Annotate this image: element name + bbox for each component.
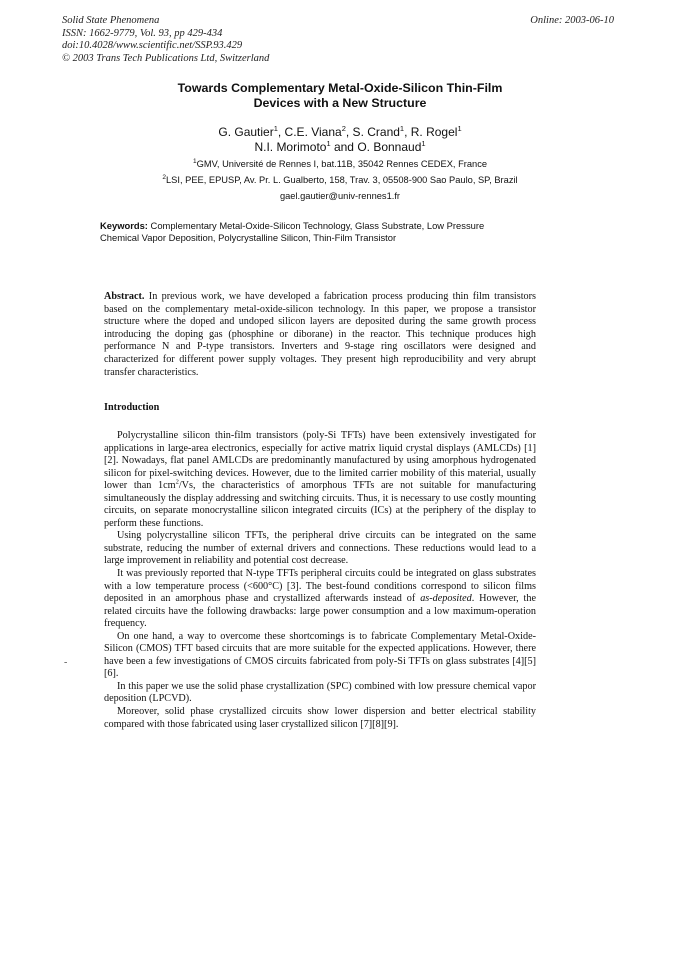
affiliation-2 <box>90 174 590 186</box>
contact-email[interactable]: gael.gautier@univ-rennes1.fr <box>279 191 401 201</box>
author-name: , C.E. Viana <box>277 125 342 139</box>
paragraph-text: Polycrystalline silicon thin-film transistors (poly-Si TFTs) have been extensively investigated for applications in large-area electronics, especially for active matrix liquid crystal displays (AMLCDs) [1][2]. Nowadays, flat panel AMLCDs are predominantly manufactured by using amorphous hydrogenated silicon for pixel-switching devices. However, due to the limited carrier mobility of this material, usually lower than 1cm <box>104 430 536 492</box>
journal-header <box>62 15 269 65</box>
affiliation-1 <box>90 158 590 170</box>
copyright-line: © 2003 Trans Tech Publications Ltd, Switzerland <box>62 52 270 64</box>
affiliation-marker: 2 <box>162 173 166 181</box>
introduction-body <box>104 430 536 731</box>
author-name: , S. Crand <box>345 125 400 139</box>
author-name: , R. Rogel <box>404 125 458 139</box>
journal-name: Solid State Phenomena <box>62 15 160 26</box>
paragraph-text: . However, the related circuits have the following drawbacks: large power consumption and a low maximum-operation frequency. <box>104 593 536 630</box>
affiliation-text: GMV, Université de Rennes I, bat.11B, 35042 Rennes CEDEX, France <box>196 159 488 169</box>
issn-line: ISSN: 1662-9779, Vol. 93, pp 429-434 <box>62 27 223 39</box>
author-list <box>100 125 580 155</box>
paragraph: In this paper we use the solid phase crystallization (SPC) combined with low pressure chemical vapor deposition (LPCVD). <box>104 680 536 705</box>
paragraph-text: It was previously reported that N-type TFTs peripheral circuits could be integrated on glass substrates with a low temperature process (<600°C) [3]. The best-found conditions correspond to silicon films deposited in an amorphous phase and crystallized afterwards instead of <box>104 568 536 605</box>
superscript: 2 <box>175 478 179 486</box>
author-name: N.I. Morimoto <box>254 140 327 154</box>
paragraph <box>104 430 536 530</box>
author-line-2 <box>100 140 580 155</box>
doi-line[interactable]: doi:10.4028/www.scientific.net/SSP.93.429 <box>62 40 243 51</box>
title-line-2: Devices with a New Structure <box>253 96 427 110</box>
italic-term: as-deposited <box>420 593 472 605</box>
margin-mark: - <box>64 657 68 668</box>
paragraph: Moreover, solid phase crystallized circuits show lower dispersion and better electrical stability compared with those fabricated using laser crystallized silicon [7][8][9]. <box>104 706 536 730</box>
affiliation-marker: 1 <box>326 139 331 148</box>
abstract-block <box>104 291 536 379</box>
affiliation-marker: 1 <box>192 157 197 165</box>
keywords-text: Complementary Metal-Oxide-Silicon Technology, Glass Substrate, Low Pressure Chemical Vapor Deposition, Polycrystalline Silicon, Thin-Film Transistor <box>100 220 485 243</box>
keywords-label: Keywords: <box>100 220 148 231</box>
affiliation-marker: 1 <box>399 124 405 133</box>
author-line-1 <box>100 125 580 140</box>
affiliation-marker: 1 <box>421 139 426 148</box>
keywords-block <box>100 220 520 244</box>
paragraph: Using polycrystalline silicon TFTs, the peripheral drive circuits can be integrated on the same substrate, reducing the number of external drivers and connections. These reductions would lead to a large improvement in reliability and potential cost decrease. <box>104 530 536 567</box>
paragraph <box>104 568 536 631</box>
section-heading-introduction: Introduction <box>104 402 160 413</box>
paper-title <box>100 81 580 111</box>
online-date: Online: 2003-06-10 <box>530 15 614 26</box>
abstract-text: In previous work, we have developed a fabrication process producing thin film transistors based on the complementary metal-oxide-silicon technology. In this paper, we propose a transistor structure where the doped and undoped silicon layers are deposited during the same growth process introducing the doping gas (phosphine or diborane) in the reactor. This technique produces high performance N and P-type transistors. Inverters and 9-stage ring oscillators were designed and characterized for different power supply voltages. They present high reproducibility and very abrupt transfer characteristics. <box>104 291 536 378</box>
author-name: and O. Bonnaud <box>330 140 422 154</box>
author-name: G. Gautier <box>218 125 274 139</box>
paragraph-text: /Vs, the characteristics of amorphous TFTs are not suitable for manufacturing simultaneously the display addressing and switching circuits. Thus, it is necessary to use costly mounting circuits, on separate monocrystalline silicon integrated circuits (ICs) at the periphery of the display to perform these functions. <box>104 480 536 529</box>
abstract-label: Abstract. <box>104 291 145 302</box>
affiliation-marker: 1 <box>273 124 278 133</box>
affiliation-marker: 2 <box>341 124 346 133</box>
paragraph: On one hand, a way to overcome these shortcomings is to fabricate Complementary Metal-Oxide-Silicon (CMOS) TFT based circuits that are more suitable for the expected applications. However, there have been a few investigations of CMOS circuits fabricated from poly-Si TFTs on glass substrates [4][5][6]. <box>104 630 536 680</box>
title-line-1: Towards Complementary Metal-Oxide-Silicon Thin-Film <box>177 81 503 95</box>
affiliation-text: LSI, PEE, EPUSP, Av. Pr. L. Gualberto, 158, Trav. 3, 05508-900 Sao Paulo, SP, Brazil <box>166 175 518 185</box>
affiliation-marker: 1 <box>457 124 462 133</box>
